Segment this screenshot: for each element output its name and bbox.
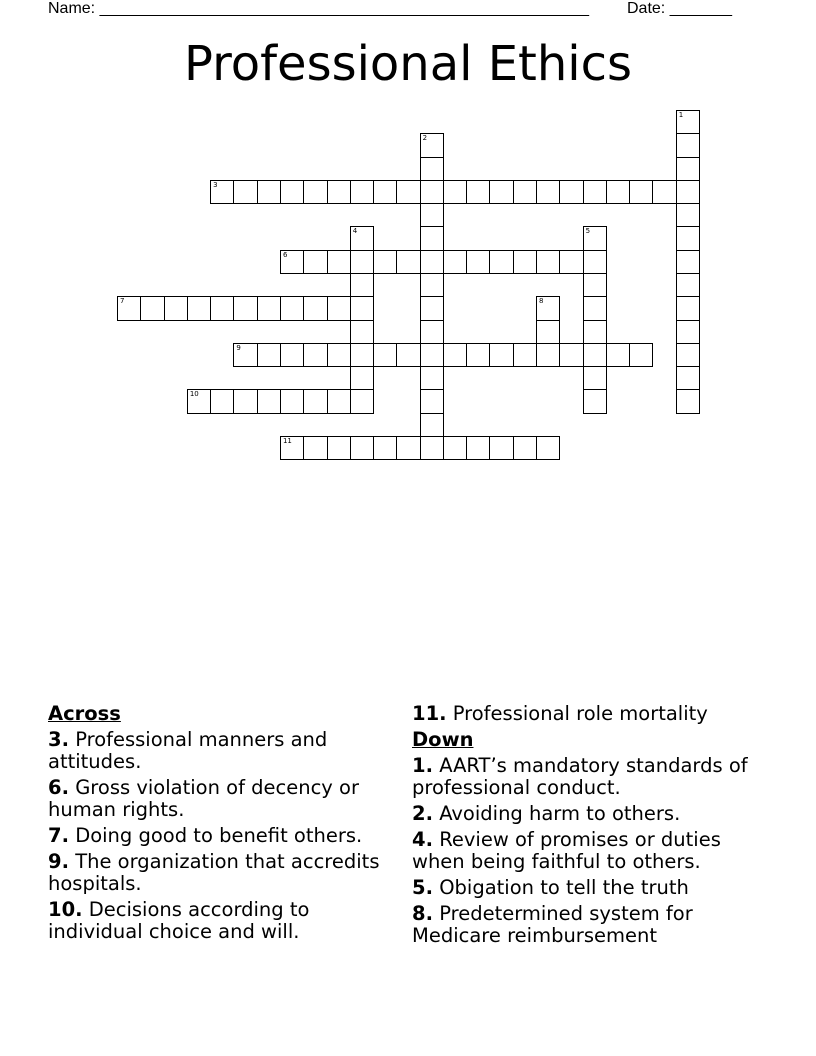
clue-across-10 xyxy=(48,899,393,943)
grid-cell[interactable] xyxy=(327,296,351,320)
clues-right-column xyxy=(412,703,752,951)
grid-cell[interactable] xyxy=(350,250,374,274)
grid-cell[interactable] xyxy=(350,389,374,413)
grid-cell[interactable] xyxy=(489,250,513,274)
grid-cell[interactable] xyxy=(420,203,444,227)
clue-text: Doing good to benefit others. xyxy=(75,824,363,847)
grid-cell[interactable] xyxy=(210,389,234,413)
grid-cell[interactable] xyxy=(350,180,374,204)
across-heading: Across xyxy=(48,702,121,725)
clue-text: Predetermined system for Medicare reimbursement xyxy=(412,902,693,947)
clue-number-label: 3 xyxy=(213,180,218,189)
grid-cell[interactable] xyxy=(233,296,257,320)
clue-number-label: 4 xyxy=(352,227,358,236)
clue-text: Review of promises or duties when being faithful to others. xyxy=(412,828,721,873)
clue-number-label: 1 xyxy=(678,111,684,119)
grid-cell[interactable] xyxy=(536,250,560,274)
grid-cell[interactable] xyxy=(420,180,444,204)
grid-cell[interactable] xyxy=(443,180,467,204)
clue-text: Avoiding harm to others. xyxy=(439,802,681,825)
grid-cell[interactable] xyxy=(676,320,700,344)
grid-cell[interactable] xyxy=(140,296,164,320)
grid-cell[interactable] xyxy=(280,250,304,274)
grid-cell[interactable] xyxy=(466,180,490,204)
grid-cell[interactable] xyxy=(536,296,560,320)
grid-cell[interactable] xyxy=(396,180,420,204)
grid-cell[interactable] xyxy=(583,366,607,390)
grid-cell[interactable] xyxy=(233,389,257,413)
grid-cell[interactable] xyxy=(536,180,560,204)
grid-cell[interactable] xyxy=(210,296,234,320)
grid-cell[interactable] xyxy=(583,226,607,250)
grid-cell[interactable] xyxy=(280,296,304,320)
grid-cell[interactable] xyxy=(583,180,607,204)
grid-cell[interactable] xyxy=(164,296,188,320)
grid-cell[interactable] xyxy=(373,343,397,367)
grid-cell[interactable] xyxy=(233,180,257,204)
grid-cell[interactable] xyxy=(420,273,444,297)
grid-cell[interactable] xyxy=(466,436,490,460)
clue-down-2 xyxy=(412,803,752,825)
grid-cell[interactable] xyxy=(629,180,653,204)
clue-across-11 xyxy=(412,703,752,725)
puzzle-title: Professional Ethics xyxy=(183,36,633,92)
grid-cell[interactable] xyxy=(117,296,141,320)
grid-cell[interactable] xyxy=(676,203,700,227)
grid-cell[interactable] xyxy=(373,436,397,460)
grid-cell[interactable] xyxy=(513,436,537,460)
clue-number: 7. xyxy=(48,824,69,847)
clue-down-1 xyxy=(412,755,752,799)
grid-cell[interactable] xyxy=(583,389,607,413)
grid-cell[interactable] xyxy=(443,343,467,367)
crossword-grid xyxy=(0,0,816,480)
grid-cell[interactable] xyxy=(536,343,560,367)
grid-cell[interactable] xyxy=(420,366,444,390)
clue-text: AART’s mandatory standards of professional conduct. xyxy=(412,754,748,799)
grid-cell[interactable] xyxy=(350,366,374,390)
clue-number-label: 7 xyxy=(120,297,125,306)
grid-cell[interactable] xyxy=(583,250,607,274)
grid-cell[interactable] xyxy=(303,436,327,460)
grid-cell[interactable] xyxy=(350,436,374,460)
clue-number-label: 10 xyxy=(189,390,199,399)
grid-cell[interactable] xyxy=(303,180,327,204)
clue-text: The organization that accredits hospitals. xyxy=(48,850,380,895)
date-field[interactable]: Date: _______ xyxy=(627,0,732,17)
grid-cell[interactable] xyxy=(676,273,700,297)
clue-across-3 xyxy=(48,729,393,773)
grid-cell[interactable] xyxy=(350,320,374,344)
grid-cell[interactable] xyxy=(420,320,444,344)
grid-cell[interactable] xyxy=(327,250,351,274)
grid-cell[interactable] xyxy=(676,296,700,320)
clue-number: 1. xyxy=(412,754,433,777)
grid-cell[interactable] xyxy=(187,389,211,413)
grid-cell[interactable] xyxy=(583,296,607,320)
clue-down-8 xyxy=(412,903,752,947)
grid-cell[interactable] xyxy=(676,250,700,274)
clue-number: 6. xyxy=(48,776,69,799)
name-field[interactable]: Name: _______________________________________________________ xyxy=(48,0,589,17)
grid-cell[interactable] xyxy=(350,343,374,367)
grid-cell[interactable] xyxy=(676,226,700,250)
grid-cell[interactable] xyxy=(303,389,327,413)
grid-cell[interactable] xyxy=(676,110,700,134)
grid-cell[interactable] xyxy=(187,296,211,320)
grid-cell[interactable] xyxy=(420,413,444,437)
grid-cell[interactable] xyxy=(396,250,420,274)
grid-cell[interactable] xyxy=(350,226,374,250)
grid-cell[interactable] xyxy=(559,180,583,204)
grid-cell[interactable] xyxy=(303,296,327,320)
clue-text: Obigation to tell the truth xyxy=(439,876,689,899)
clue-number: 10. xyxy=(48,898,83,921)
grid-cell[interactable] xyxy=(420,226,444,250)
clue-text: Decisions according to individual choice and will. xyxy=(48,898,310,943)
grid-cell[interactable] xyxy=(280,180,304,204)
grid-cell[interactable] xyxy=(583,273,607,297)
clue-number: 11. xyxy=(412,702,447,725)
grid-cell[interactable] xyxy=(280,389,304,413)
grid-cell[interactable] xyxy=(489,180,513,204)
grid-cell[interactable] xyxy=(210,180,234,204)
grid-cell[interactable] xyxy=(676,133,700,157)
clue-number: 5. xyxy=(412,876,433,899)
clue-number-label: 9 xyxy=(236,343,241,352)
grid-cell[interactable] xyxy=(257,389,281,413)
grid-cell[interactable] xyxy=(257,343,281,367)
grid-cell[interactable] xyxy=(373,180,397,204)
clue-number: 3. xyxy=(48,728,69,751)
grid-cell[interactable] xyxy=(583,320,607,344)
grid-cell[interactable] xyxy=(420,296,444,320)
grid-cell[interactable] xyxy=(466,343,490,367)
grid-cell[interactable] xyxy=(350,296,374,320)
grid-cell[interactable] xyxy=(559,343,583,367)
grid-cell[interactable] xyxy=(327,389,351,413)
grid-cell[interactable] xyxy=(420,343,444,367)
clue-text: Professional role mortality xyxy=(452,702,708,725)
grid-cell[interactable] xyxy=(420,436,444,460)
grid-cell[interactable] xyxy=(629,343,653,367)
grid-cell[interactable] xyxy=(652,180,676,204)
grid-cell[interactable] xyxy=(513,180,537,204)
grid-cell[interactable] xyxy=(420,250,444,274)
grid-cell[interactable] xyxy=(583,343,607,367)
grid-cell[interactable] xyxy=(676,389,700,413)
grid-cell[interactable] xyxy=(676,366,700,390)
grid-cell[interactable] xyxy=(676,343,700,367)
grid-cell[interactable] xyxy=(327,180,351,204)
grid-cell[interactable] xyxy=(420,389,444,413)
grid-cell[interactable] xyxy=(676,157,700,181)
grid-cell[interactable] xyxy=(280,436,304,460)
grid-cell[interactable] xyxy=(420,157,444,181)
clue-number-label: 2 xyxy=(422,134,428,143)
grid-cell[interactable] xyxy=(513,250,537,274)
grid-cell[interactable] xyxy=(327,343,351,367)
clue-number-label: 8 xyxy=(539,297,544,306)
grid-cell[interactable] xyxy=(489,436,513,460)
grid-cell[interactable] xyxy=(536,320,560,344)
down-heading: Down xyxy=(412,728,474,751)
grid-cell[interactable] xyxy=(420,133,444,157)
grid-cell[interactable] xyxy=(327,436,351,460)
grid-cell[interactable] xyxy=(676,180,700,204)
grid-cell[interactable] xyxy=(257,180,281,204)
clue-number: 9. xyxy=(48,850,69,873)
grid-cell[interactable] xyxy=(257,296,281,320)
clue-number: 4. xyxy=(412,828,433,851)
grid-cell[interactable] xyxy=(466,250,490,274)
clue-across-7 xyxy=(48,825,393,847)
grid-cell[interactable] xyxy=(489,343,513,367)
grid-cell[interactable] xyxy=(559,250,583,274)
clue-down-4 xyxy=(412,829,752,873)
grid-cell[interactable] xyxy=(396,436,420,460)
grid-cell[interactable] xyxy=(303,250,327,274)
clue-number-label: 5 xyxy=(585,227,591,236)
grid-cell[interactable] xyxy=(373,250,397,274)
grid-cell[interactable] xyxy=(350,273,374,297)
clue-text: Gross violation of decency or human rights. xyxy=(48,776,359,821)
grid-cell[interactable] xyxy=(233,343,257,367)
clue-text: Professional manners and attitudes. xyxy=(48,728,328,773)
grid-cell[interactable] xyxy=(443,250,467,274)
clue-number-label: 11 xyxy=(282,436,292,445)
grid-cell[interactable] xyxy=(303,343,327,367)
grid-cell[interactable] xyxy=(606,343,630,367)
grid-cell[interactable] xyxy=(536,436,560,460)
grid-cell[interactable] xyxy=(280,343,304,367)
grid-cell[interactable] xyxy=(513,343,537,367)
clue-number: 8. xyxy=(412,902,433,925)
clue-across-6 xyxy=(48,777,393,821)
clue-down-5 xyxy=(412,877,752,899)
clue-across-9 xyxy=(48,851,393,895)
grid-cell[interactable] xyxy=(443,436,467,460)
grid-cell[interactable] xyxy=(396,343,420,367)
clue-number-label: 6 xyxy=(282,250,288,259)
grid-cell[interactable] xyxy=(606,180,630,204)
clues-left-column xyxy=(48,703,393,947)
clue-number: 2. xyxy=(412,802,433,825)
